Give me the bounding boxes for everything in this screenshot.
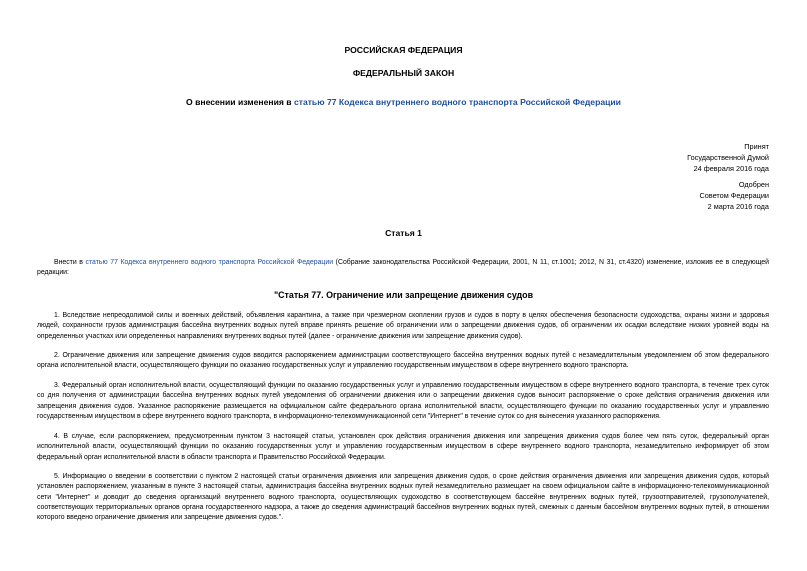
- paragraph-5: 5. Информацию о введении в соответствии с пунктом 2 настоящей статьи ограничения движения или запрещения движения судов, о сроке действия ограничения движения или запрещения движения судов, который установлен распоряжением, указанным в пункте 3 настоящей статьи, администрация бассейна внутренних водных путей незамедлительно размещает на своем официальном сайте в информационно-телекоммуникационной сети "Интернет" и доводит до сведения организаций внутреннего водного транспорта, осуществляющих судоходство в соответствующем бассейне внутренних водных путей, грузоотправителей, грузополучателей, соответствующих территориальных органов органа государственного надзора, а также до сведения администраций бассейнов внутренних водных путей, смежных с данным бассейном внутренних водных путей, в отношении которого введено ограничение движения или запрещение движения судов.".: [37, 473, 769, 522]
- paragraph-1: 1. Вследствие непреодолимой силы и военных действий, объявления карантина, а также при чрезмерном скоплении грузов и судов в порту в целях обеспечения безопасности судоходства, охраны жизни и здоровья людей, сохранности грузов администрация бассейна внутренних водных путей вправе принять решение об ограничении или о запрещении движения судов, об ограничении их осадки вследствие низких уровней воды на определенных участках или определенных направлениях внутренних водных путей (далее - ограничение движения или запрещение движения судов).: [37, 312, 769, 340]
- paragraph-3: 3. Федеральный орган исполнительной власти, осуществляющий функции по оказанию государственных услуг и управлению государственным имуществом в сфере внутреннего водного транспорта, в течение трех суток со дня получения от администрации бассейна внутренних водных путей уведомления об ограничении движения или о запрещении движения судов выносит распоряжение о сроке действия ограничения движения или запрещения движения судов. Указанное распоряжение размещается на официальном сайте федерального органа исполнительной власти, осуществляющего функции по оказанию государственных услуг и управлению государственным имуществом в сфере внутреннего водного транспорта, в информационно-телекоммуникационной сети "Интернет" в течение суток со дня вынесения указанного распоряжения.: [37, 382, 769, 420]
- country-heading: РОССИЙСКАЯ ФЕДЕРАЦИЯ: [344, 45, 463, 55]
- duma-body: Государственной Думой: [687, 153, 769, 162]
- duma-acceptance: [687, 141, 769, 174]
- paragraph-2: 2. Ограничение движения или запрещение движения судов вводится распоряжением администрации соответствующего бассейна внутренних водных путей с незамедлительным уведомлением об этом федерального органа исполнительной власти, осуществляющего функции по оказанию государственных услуг и управлению государственным имуществом в сфере внутреннего водного транспорта.: [37, 352, 769, 370]
- paragraph-4: 4. В случае, если распоряжением, предусмотренным пунктом 3 настоящей статьи, установлен срок действия ограничения движения или запрещения движения судов более чем пять суток, федеральный орган исполнительной власти, осуществляющий функции по оказанию государственных услуг и управлению государственным имуществом в сфере внутреннего водного транспорта, незамедлительно информирует об этом федеральный орган исполнительной власти в области транспорта и Правительство Российской Федерации.: [37, 433, 769, 461]
- intro-link[interactable]: статью 77 Кодекса внутреннего водного транспорта Российской Федерации: [85, 259, 334, 266]
- council-approved-label: Одобрен: [738, 180, 769, 189]
- duma-date: 24 февраля 2016 года: [693, 164, 769, 173]
- council-body: Советом Федерации: [699, 191, 769, 200]
- law-title: [0, 97, 807, 107]
- law-type-heading: ФЕДЕРАЛЬНЫЙ ЗАКОН: [352, 68, 455, 78]
- new-article-title: "Статья 77. Ограничение или запрещение движения судов: [273, 290, 534, 300]
- duma-accepted-label: Принят: [744, 142, 769, 151]
- intro-paragraph: [37, 258, 769, 279]
- intro-prefix: Внести в: [54, 259, 86, 266]
- law-title-link[interactable]: статью 77 Кодекса внутреннего водного транспорта Российской Федерации: [293, 97, 621, 107]
- council-approval: [699, 179, 769, 212]
- article-title: Статья 1: [385, 228, 422, 238]
- council-date: 2 марта 2016 года: [707, 202, 769, 211]
- law-title-prefix: О внесении изменения в: [186, 97, 294, 107]
- intro-suffix: (Собрание законодательства Российской Федерации, 2001, N 11, ст.1001; 2012, N 31, ст.4320) изменение, изложив ее в следующей редакции:: [37, 259, 769, 277]
